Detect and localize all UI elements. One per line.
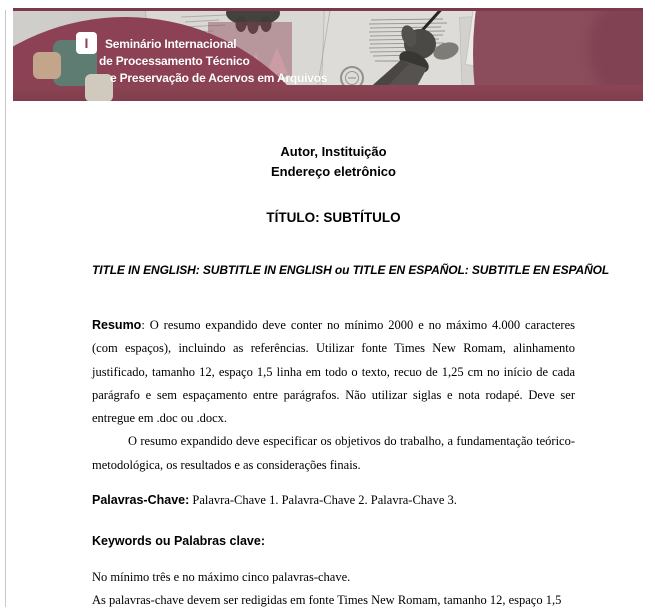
keywords-pt-label: Palavras-Chave: [92, 493, 190, 507]
author-line: Autor, Instituição [280, 144, 387, 159]
keywords-note [92, 566, 575, 613]
banner-title-line-3: e Preservação de Acervos em Arquivos [110, 71, 328, 85]
event-banner [13, 8, 643, 101]
email-line: Endereço eletrônico [271, 164, 396, 179]
edition-badge [76, 32, 97, 54]
logo-square-tan [33, 52, 61, 79]
keywords-note-line-2: As palavras-chave devem ser redigidas em fonte Times New Romam, tamanho 12, espaço 1,5 [92, 593, 562, 608]
banner-title-line-1: Seminário Internacional [105, 37, 237, 51]
page-edge-line [5, 10, 6, 607]
keywords-pt-value: Palavra-Chave 1. Palavra-Chave 2. Palavra-Chave 3. [189, 493, 457, 507]
abstract-section [92, 314, 575, 477]
abstract-paragraph-1 [92, 314, 575, 430]
document-title: TÍTULO: SUBTÍTULO [266, 210, 401, 225]
author-block [92, 142, 575, 182]
keywords-note-line-1: No mínimo três e no máximo cinco palavras-chave. [92, 570, 351, 584]
banner-title-line-2: de Processamento Técnico [99, 54, 250, 68]
logo-square-beige [85, 74, 113, 101]
banner-top-strip [13, 8, 643, 11]
abstract-paragraph-2: O resumo expandido deve especificar os objetivos do trabalho, a fundamentação teórico-metodológica, os resultados e as considerações finais. [92, 434, 575, 472]
abstract-text: : O resumo expandido deve conter no mínimo 2000 e no máximo 4.000 caracteres (com espaços), incluindo as referências. Utilizar fonte Times New Romam, alinhamento justificado, tamanho 12, espaço 1,5 linha em todo o texto, recuo de 1,25 cm no início de cada parágrafo e sem espaçamento entre parágrafos. Não utilizar siglas e nota rodapé. Deve ser entregue em .doc ou .docx. [92, 318, 575, 426]
keywords-pt-line [92, 489, 575, 512]
document-title-translated: TITLE IN ENGLISH: SUBTITLE IN ENGLISH ou TITLE EN ESPAÑOL: SUBTITLE EN ESPAÑOL [92, 263, 610, 277]
keywords-heading: Keywords ou Palabras clave: [92, 534, 265, 548]
edition-numeral: I [84, 35, 89, 51]
abstract-label: Resumo [92, 318, 142, 332]
